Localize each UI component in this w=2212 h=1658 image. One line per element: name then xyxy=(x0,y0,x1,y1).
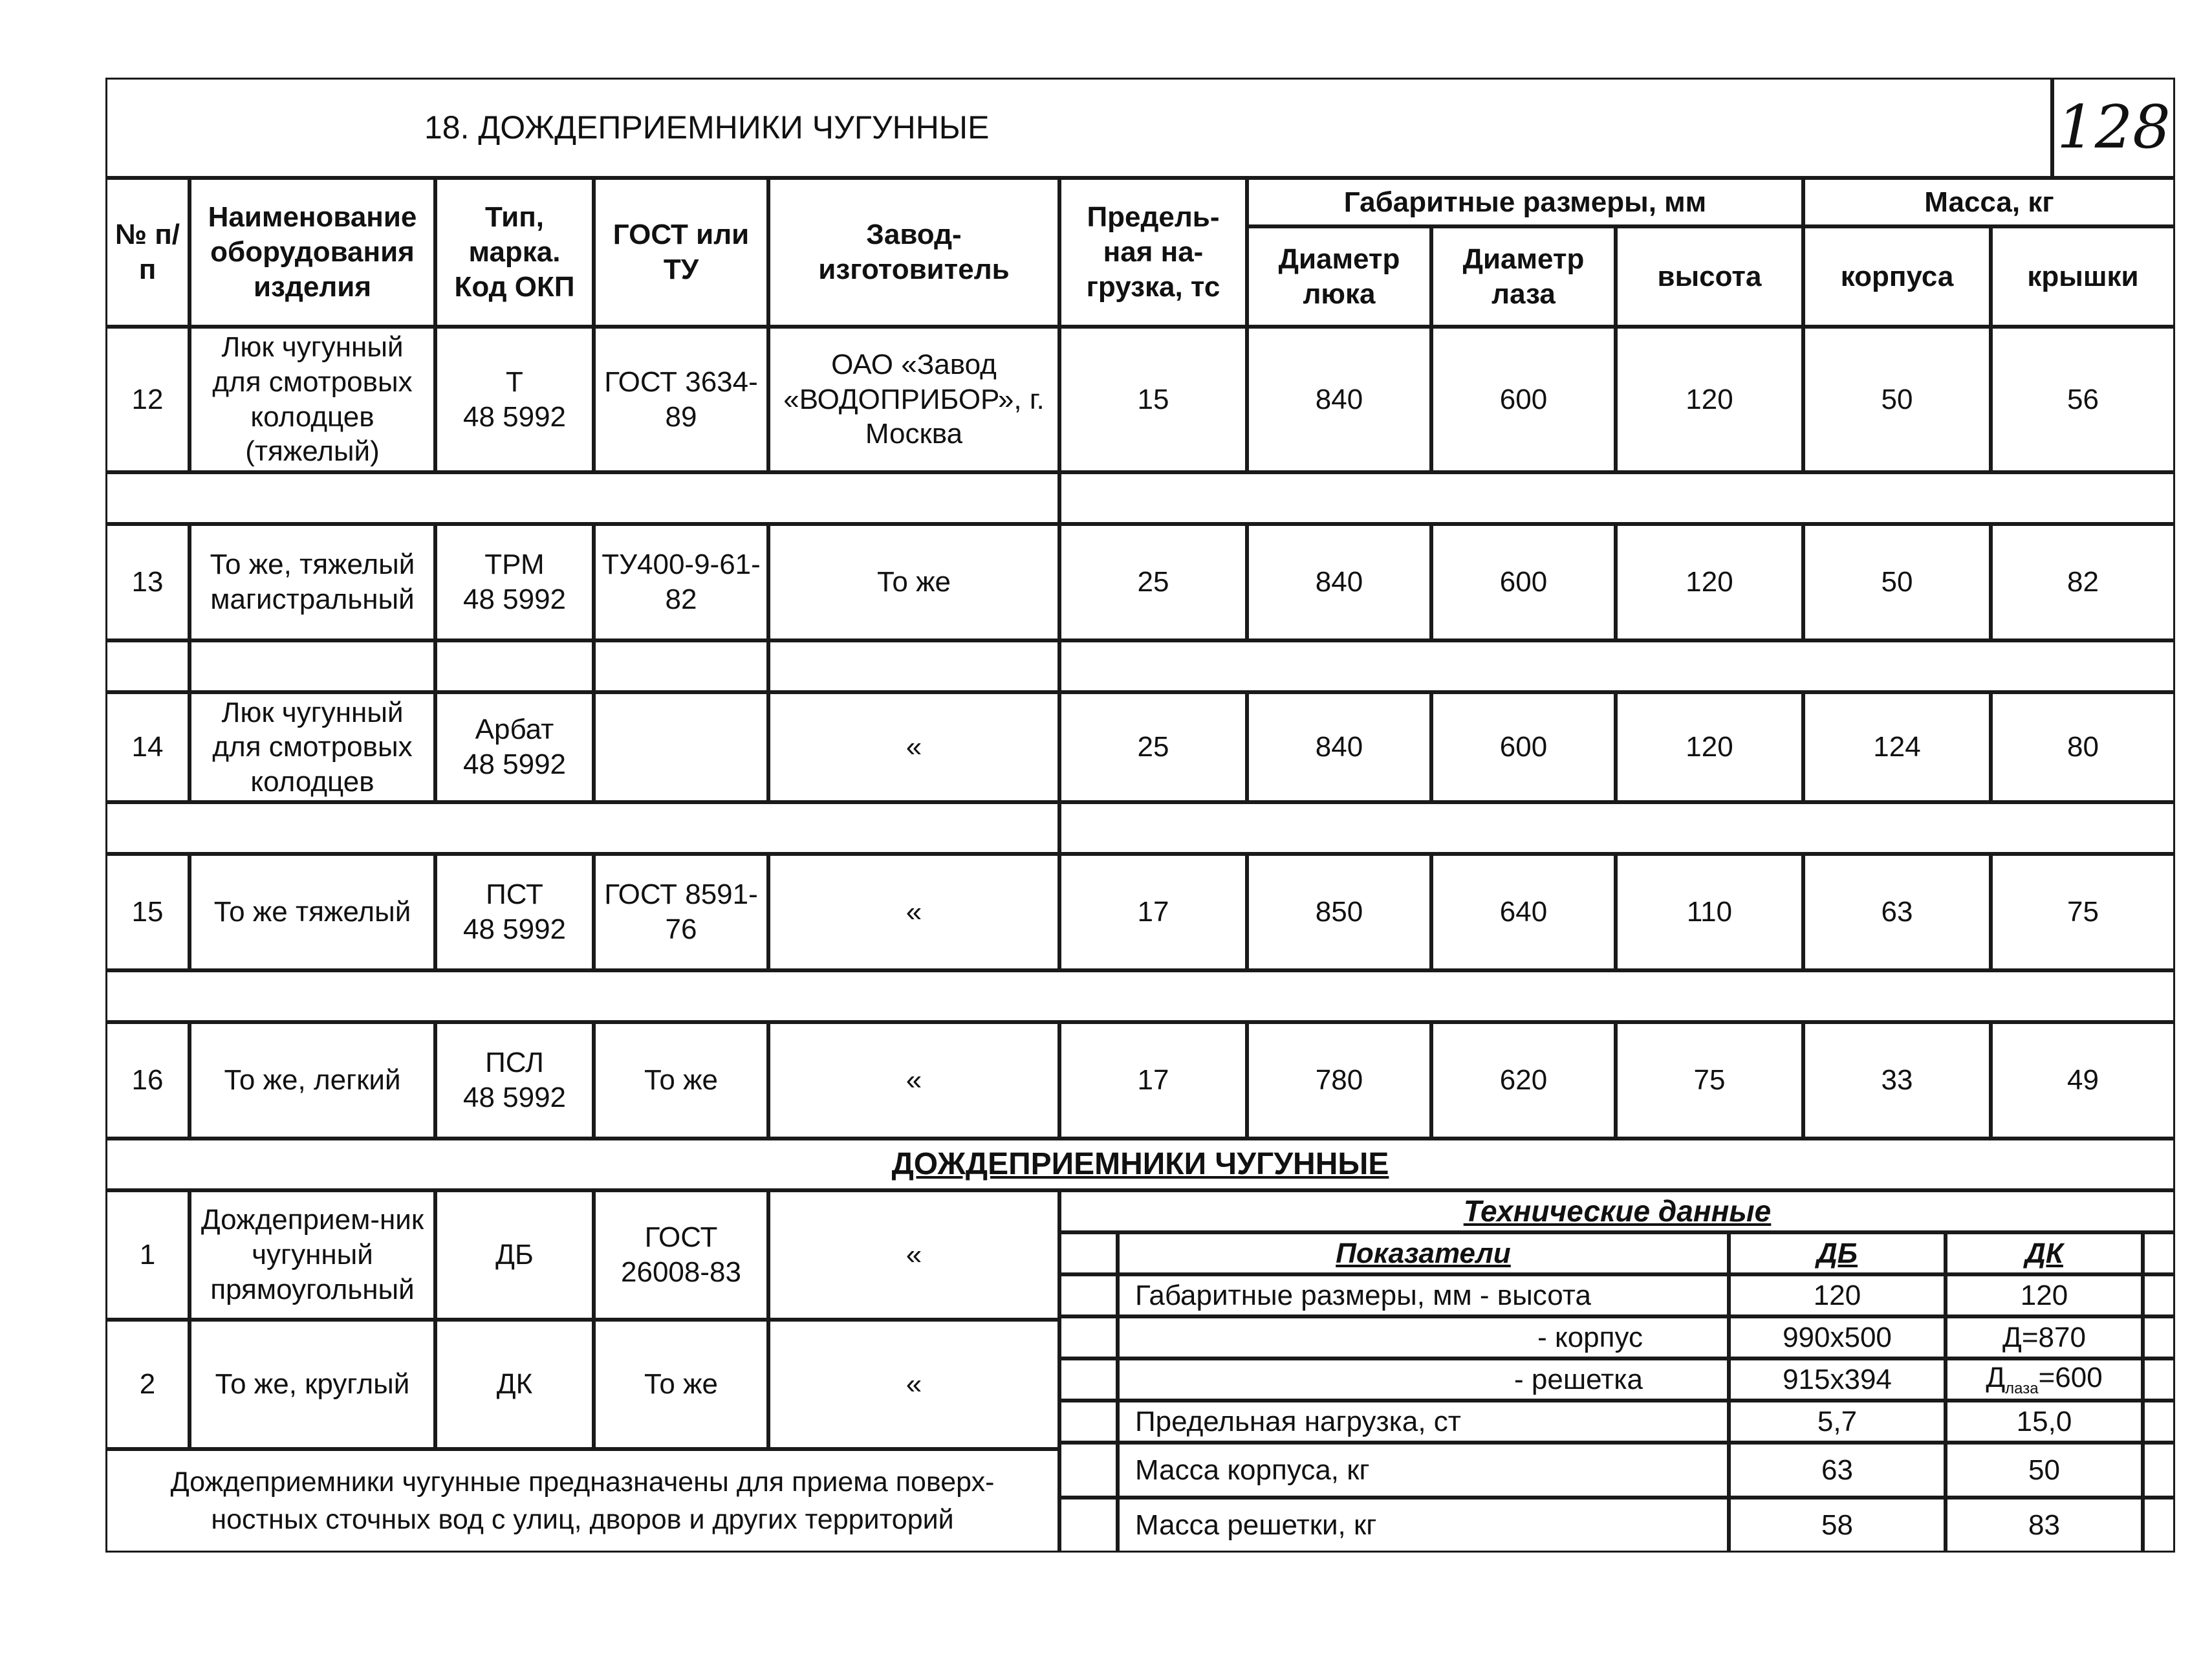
table-row-cell-factory: То же xyxy=(768,524,1059,640)
tech-row-marker xyxy=(1059,1274,1118,1316)
table-row-cell-num: 15 xyxy=(105,854,190,970)
tech-row-dk: 120 xyxy=(1946,1274,2143,1316)
spacer-cell xyxy=(1059,472,2175,524)
table-row-cell-m-lid: 56 xyxy=(1991,327,2175,472)
tech-row-db: 63 xyxy=(1729,1443,1946,1498)
tech-row-label: Предельная нагрузка, ст xyxy=(1118,1401,1729,1443)
header-type: Тип, марка. Код ОКП xyxy=(435,178,594,327)
table-row-cell-factory: « xyxy=(768,1022,1059,1139)
table-row-cell-d-hatch: 840 xyxy=(1247,524,1431,640)
table-row-cell-d-manhole: 620 xyxy=(1431,1022,1616,1139)
table-row-cell-type: ПСЛ 48 5992 xyxy=(435,1022,594,1139)
table-row-cell-type: ПСТ 48 5992 xyxy=(435,854,594,970)
tech-row-marker xyxy=(2143,1498,2175,1553)
table-row-cell-height: 120 xyxy=(1616,327,1803,472)
tech-row-db: 58 xyxy=(1729,1498,1946,1553)
header-dim-height: высота xyxy=(1616,226,1803,327)
tech-row-dk: 50 xyxy=(1946,1443,2143,1498)
tech-row-label: - корпус xyxy=(1118,1316,1729,1358)
page-number: 128 xyxy=(2052,78,2175,178)
tech-row-label: Габаритные размеры, мм - высота xyxy=(1118,1274,1729,1316)
table-row-cell-num: 13 xyxy=(105,524,190,640)
table-row-cell-num: 1 xyxy=(105,1190,190,1320)
tech-row-dk: Д=870 xyxy=(1946,1316,2143,1358)
section-title: ДОЖДЕПРИЕМНИКИ ЧУГУННЫЕ xyxy=(105,1139,2175,1190)
header-num: № п/п xyxy=(105,178,190,327)
table-row-cell-type: ТРМ 48 5992 xyxy=(435,524,594,640)
table-row-cell-d-hatch: 780 xyxy=(1247,1022,1431,1139)
tech-row-marker xyxy=(2143,1316,2175,1358)
table-row-cell-num: 12 xyxy=(105,327,190,472)
table-row-cell-d-hatch: 840 xyxy=(1247,327,1431,472)
tech-row-marker xyxy=(2143,1274,2175,1316)
table-row-cell-num: 14 xyxy=(105,692,190,802)
table-row-cell-m-body: 124 xyxy=(1803,692,1991,802)
tech-row-label: Масса решетки, кг xyxy=(1118,1498,1729,1553)
table-row-cell-load: 25 xyxy=(1059,524,1247,640)
tech-row-dk: 83 xyxy=(1946,1498,2143,1553)
tech-row-db: 5,7 xyxy=(1729,1401,1946,1443)
table-row-cell-gost: ГОСТ 8591-76 xyxy=(594,854,768,970)
header-dims-group: Габаритные размеры, мм xyxy=(1247,178,1803,226)
table-row-cell-type: Арбат 48 5992 xyxy=(435,692,594,802)
table-row-cell-height: 120 xyxy=(1616,692,1803,802)
spacer-cell xyxy=(1059,640,2175,692)
table-row-cell-factory: « xyxy=(768,1320,1059,1449)
tech-row-db: 990x500 xyxy=(1729,1316,1946,1358)
table-row-cell-d-manhole: 600 xyxy=(1431,692,1616,802)
spacer-cell xyxy=(105,802,1059,854)
tech-row-db: 120 xyxy=(1729,1274,1946,1316)
table-row-cell-name: То же, тяжелый магистральный xyxy=(190,524,435,640)
table-row-cell-name: Дождеприем-ник чугунный прямоугольный xyxy=(190,1190,435,1320)
tech-row-label: - решетка xyxy=(1118,1358,1729,1401)
header-dim-hatch: Диаметр люка xyxy=(1247,226,1431,327)
table-row-cell-num: 16 xyxy=(105,1022,190,1139)
tech-row-marker xyxy=(2143,1443,2175,1498)
spacer-cell xyxy=(594,640,768,692)
tech-row-marker xyxy=(2143,1401,2175,1443)
spacer-cell xyxy=(435,640,594,692)
table-row-cell-m-lid: 75 xyxy=(1991,854,2175,970)
table-row-cell-type: ДБ xyxy=(435,1190,594,1320)
tech-row-dk: 15,0 xyxy=(1946,1401,2143,1443)
header-mass-body: корпуса xyxy=(1803,226,1991,327)
table-row-cell-height: 120 xyxy=(1616,524,1803,640)
table-row-cell-m-body: 63 xyxy=(1803,854,1991,970)
table-row-cell-m-body: 50 xyxy=(1803,327,1991,472)
header-dim-manhole: Диаметр лаза xyxy=(1431,226,1616,327)
spacer-cell xyxy=(190,640,435,692)
table-row-cell-m-lid: 80 xyxy=(1991,692,2175,802)
page-title: 18. ДОЖДЕПРИЕМНИКИ ЧУГУННЫЕ xyxy=(105,78,2052,178)
table-row-cell-m-body: 50 xyxy=(1803,524,1991,640)
tech-row-marker xyxy=(1059,1316,1118,1358)
tech-header-indicator: Показатели xyxy=(1118,1232,1729,1274)
table-row-cell-gost: ГОСТ 26008-83 xyxy=(594,1190,768,1320)
header-name: Наименование оборудования изделия xyxy=(190,178,435,327)
table-row-cell-gost: ГОСТ 3634-89 xyxy=(594,327,768,472)
header-load: Предель-ная на-грузка, тс xyxy=(1059,178,1247,327)
header-gost: ГОСТ или ТУ xyxy=(594,178,768,327)
header-mass-lid: крышки xyxy=(1991,226,2175,327)
tech-row-label: Масса корпуса, кг xyxy=(1118,1443,1729,1498)
table-row-cell-load: 15 xyxy=(1059,327,1247,472)
table-row-cell-factory: « xyxy=(768,692,1059,802)
tech-row-marker xyxy=(1059,1498,1118,1553)
document-sheet xyxy=(105,78,2175,1553)
tech-data-title: Технические данные xyxy=(1059,1190,2175,1232)
spacer-cell xyxy=(768,640,1059,692)
table-row-cell-type: Т 48 5992 xyxy=(435,327,594,472)
tech-row-dk: $Д_{лаза}=600$ xyxy=(1946,1358,2143,1401)
table-row-cell-name: То же тяжелый xyxy=(190,854,435,970)
tech-row-marker xyxy=(2143,1358,2175,1401)
table-row-cell-load: 17 xyxy=(1059,1022,1247,1139)
tech-header-dk: ДК xyxy=(1946,1232,2143,1274)
table-row-cell-gost: ТУ400-9-61-82 xyxy=(594,524,768,640)
table-row-cell-num: 2 xyxy=(105,1320,190,1449)
tech-header-db: ДБ xyxy=(1729,1232,1946,1274)
table-row-cell-height: 110 xyxy=(1616,854,1803,970)
table-row-cell-d-manhole: 600 xyxy=(1431,524,1616,640)
table-row-cell-gost: То же xyxy=(594,1320,768,1449)
spacer-cell xyxy=(105,472,1059,524)
table-row-cell-load: 17 xyxy=(1059,854,1247,970)
header-factory: Завод-изготовитель xyxy=(768,178,1059,327)
table-row-cell-name: То же, круглый xyxy=(190,1320,435,1449)
tech-row-marker xyxy=(1059,1443,1118,1498)
description-note: Дождеприемники чугунные предназначены для приема поверх-ностных сточных вод с улиц, дворов и других территорий xyxy=(105,1449,1059,1553)
table-row-cell-d-manhole: 640 xyxy=(1431,854,1616,970)
table-row-cell-gost xyxy=(594,692,768,802)
header-mass-group: Масса, кг xyxy=(1803,178,2175,226)
tech-row-db: 915x394 xyxy=(1729,1358,1946,1401)
table-row-cell-name: То же, легкий xyxy=(190,1022,435,1139)
table-row-cell-type: ДК xyxy=(435,1320,594,1449)
table-row-cell-factory: « xyxy=(768,854,1059,970)
spacer-cell xyxy=(105,970,2175,1022)
table-row-cell-d-hatch: 850 xyxy=(1247,854,1431,970)
table-row-cell-d-manhole: 600 xyxy=(1431,327,1616,472)
table-row-cell-gost: То же xyxy=(594,1022,768,1139)
table-row-cell-height: 75 xyxy=(1616,1022,1803,1139)
table-row-cell-load: 25 xyxy=(1059,692,1247,802)
spacer-cell xyxy=(105,640,190,692)
table-row-cell-m-body: 33 xyxy=(1803,1022,1991,1139)
table-row-cell-m-lid: 49 xyxy=(1991,1022,2175,1139)
table-row-cell-name: Люк чугунный для смотровых колодцев (тяжелый) xyxy=(190,327,435,472)
table-row-cell-m-lid: 82 xyxy=(1991,524,2175,640)
table-row-cell-name: Люк чугунный для смотровых колодцев xyxy=(190,692,435,802)
tech-row-marker xyxy=(1059,1232,1118,1274)
tech-row-marker xyxy=(2143,1232,2175,1274)
tech-row-marker xyxy=(1059,1401,1118,1443)
spacer-cell xyxy=(1059,802,2175,854)
table-row-cell-factory: « xyxy=(768,1190,1059,1320)
table-row-cell-factory: ОАО «Завод «ВОДОПРИБОР», г. Москва xyxy=(768,327,1059,472)
tech-row-marker xyxy=(1059,1358,1118,1401)
table-row-cell-d-hatch: 840 xyxy=(1247,692,1431,802)
